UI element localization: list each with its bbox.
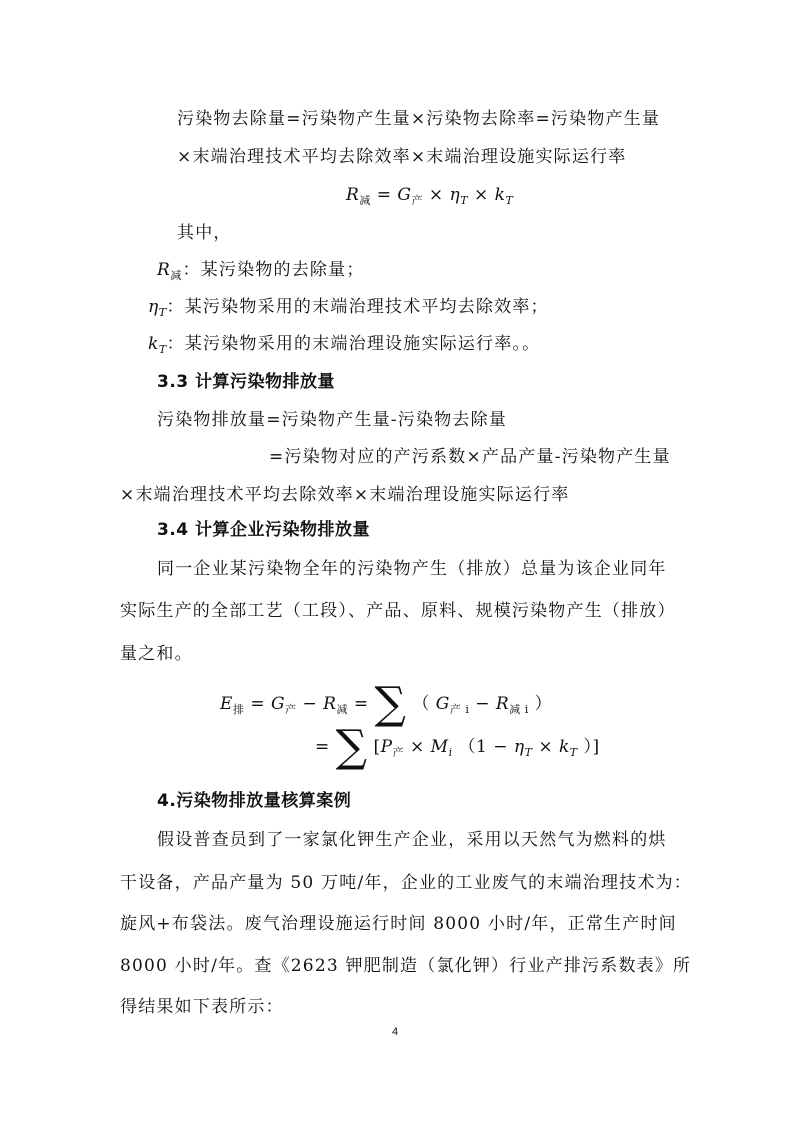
definition-r: $R_减$：某污染物的去除量； [157,260,365,282]
section-heading-3-4: 3.4 计算企业污染物排放量 [157,520,371,540]
definition-eta: $\eta_T$：某污染物采用的末端治理技术平均去除效率； [148,297,549,319]
formula-emission-1: $E_排 = G_产 - R_减$ = ∑ （ $G_{产 i} - R_{减 i}$ ） [220,678,553,729]
paragraph-line: 量之和。 [120,644,193,664]
paragraph-line: 污染物排放量=污染物产生量-污染物去除量 [157,410,507,430]
paragraph-line: 8000 小时/年。查《2623 钾肥制造（氯化钾）行业产排污系数表》所 [120,956,692,976]
page-number: 4 [392,1026,399,1038]
paragraph-line: =污染物对应的产污系数×产品产量-污染物产生量 [269,447,671,467]
section-heading-3-3: 3.3 计算污染物排放量 [157,372,336,392]
paragraph-line: 其中， [177,223,232,243]
paragraph-line: 同一企业某污染物全年的污染物产生（排放）总量为该企业同年 [157,559,667,579]
formula-removal: $R_减 = G_产 \times \eta_T \times k_T$ [346,185,514,207]
paragraph-line: 假设普查员到了一家氯化钾生产企业，采用以天然气为燃料的烘 [157,830,667,850]
paragraph-line: 干设备，产品产量为 50 万吨/年，企业的工业废气的末端治理技术为： [120,873,692,893]
paragraph-line: ×末端治理技术平均去除效率×末端治理设施实际运行率 [177,147,627,167]
definition-k: $k_T$：某污染物采用的末端治理设施实际运行率。。 [148,334,541,356]
paragraph-line: 实际生产的全部工艺（工段）、产品、原料、规模污染物产生（排放） [120,601,676,621]
paragraph-line: ×末端治理技术平均去除效率×末端治理设施实际运行率 [120,485,570,505]
section-heading-4: 4.污染物排放量核算案例 [157,791,352,811]
sum-symbol: ∑ [335,721,368,772]
sum-symbol: ∑ [374,678,407,729]
formula-emission-2: = ∑ [$P_产 \times M_i$ （$1 - \eta_T \times k_T$ ）] [315,721,600,772]
paragraph-line: 旋风+布袋法。废气治理设施运行时间 8000 小时/年，正常生产时间 [120,914,677,934]
paragraph-line: 污染物去除量=污染物产生量×污染物去除率=污染物产生量 [177,109,661,129]
paragraph-line: 得结果如下表所示： [120,997,284,1017]
